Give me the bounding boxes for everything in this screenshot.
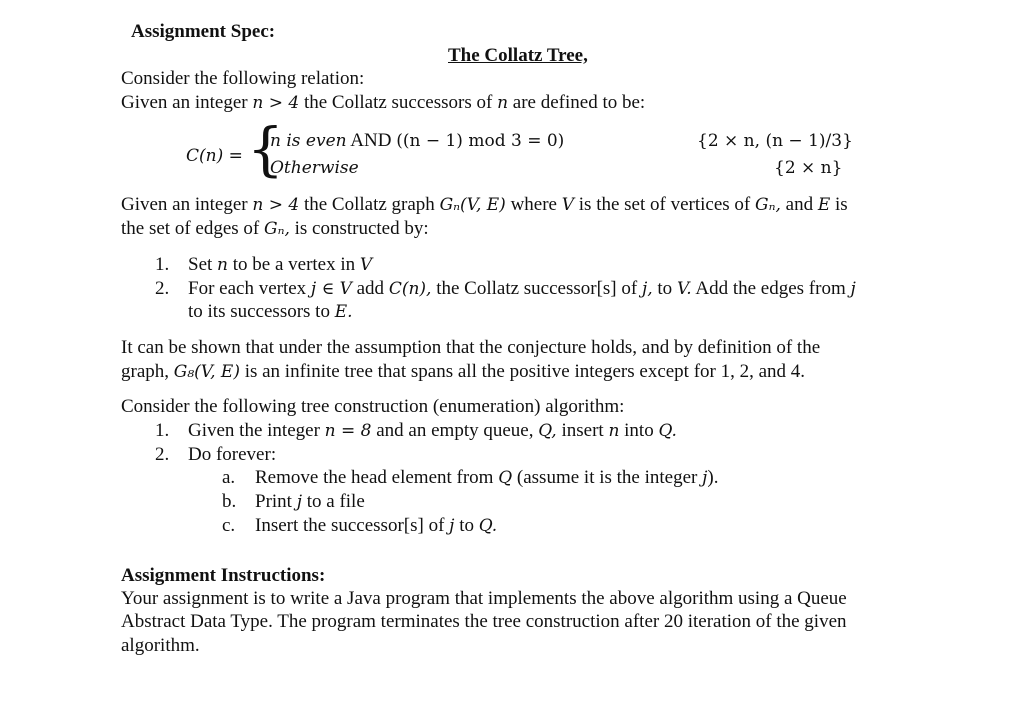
formula-lhs-text: C(n) = <box>186 146 243 166</box>
list1-item2-cont <box>188 300 353 324</box>
sub-c <box>255 514 497 538</box>
sub-a <box>255 466 718 490</box>
p2-line1 <box>121 193 848 217</box>
text: and an empty queue, <box>371 420 539 441</box>
formula-result1: {2 × n, (n − 1)/3} <box>697 131 853 151</box>
text: to <box>652 278 677 299</box>
text: is <box>830 194 848 215</box>
text: the Collatz successor[s] of <box>431 278 642 299</box>
math: Gₙ, <box>263 219 290 239</box>
text: Add the edges from <box>691 278 851 299</box>
text: Set <box>188 254 218 275</box>
sub-c-num: c. <box>222 515 236 536</box>
math: Q. <box>658 421 677 441</box>
text: the set of edges of <box>121 218 264 239</box>
text: to <box>454 515 479 536</box>
list2-item2: Do forever: <box>188 444 277 465</box>
text: to its successors to <box>188 301 335 322</box>
text: into <box>619 420 659 441</box>
text: Remove the head element from <box>255 467 499 488</box>
math: n > 4 <box>252 195 300 215</box>
p3-line2 <box>121 360 805 384</box>
formula-case2: Otherwise <box>270 158 359 178</box>
text: Print <box>255 491 297 512</box>
math: j <box>702 468 708 488</box>
math-n-gt-4: n > 4 <box>252 93 300 113</box>
text: is constructed by: <box>289 218 429 239</box>
math: Gₙ(V, E) <box>439 195 506 215</box>
text: the Collatz successors of <box>299 92 498 113</box>
math: E. <box>334 302 353 322</box>
formula-lhs <box>186 144 243 168</box>
list1-item2 <box>188 277 856 301</box>
text: graph, <box>121 361 174 382</box>
math: G₈(V, E) <box>173 362 240 382</box>
left-brace: { <box>247 115 284 183</box>
math: n <box>217 255 228 275</box>
math: E <box>817 195 831 215</box>
text: is an infinite tree that spans all the positive integers except for 1, 2, and 4. <box>239 361 806 382</box>
math: V <box>561 195 575 215</box>
text: Given the integer <box>188 420 325 441</box>
math: Q, <box>538 421 557 441</box>
math: n <box>608 421 620 441</box>
math: j, <box>641 279 653 299</box>
text: to a file <box>301 491 365 512</box>
text: ). <box>707 467 719 488</box>
sub-a-num: a. <box>222 467 236 488</box>
p4-line1: Consider the following tree construction (enumeration) algorithm: <box>121 396 625 417</box>
list1-item1 <box>188 253 372 277</box>
formula-case1 <box>270 129 564 153</box>
math: Q. <box>478 516 498 536</box>
math: j <box>850 279 856 299</box>
list2-num1: 1. <box>155 420 170 441</box>
text: and <box>780 194 818 215</box>
case1-mod: ((n − 1) mod 3 = 0) <box>396 131 565 151</box>
math: j <box>296 492 302 512</box>
instructions-heading: Assignment Instructions: <box>121 565 326 586</box>
math: n = 8 <box>324 421 372 441</box>
math-n: n <box>497 93 509 113</box>
math: C(n), <box>388 279 432 299</box>
sub-b-num: b. <box>222 491 237 512</box>
text: add <box>351 278 389 299</box>
list1-num2: 2. <box>155 278 170 299</box>
text: are defined to be: <box>508 92 646 113</box>
math: V <box>359 255 373 275</box>
text: Given an integer <box>121 92 253 113</box>
case1-condition: n is even <box>270 131 347 151</box>
math: Q <box>498 468 513 488</box>
text: is the set of vertices of <box>574 194 756 215</box>
list2-item1 <box>188 419 677 443</box>
math: j <box>449 516 455 536</box>
text: Given an integer <box>121 194 253 215</box>
text: where <box>505 194 562 215</box>
p3-line1: It can be shown that under the assumption that the conjecture holds, and by definition of the <box>121 337 821 358</box>
instructions-line1: Your assignment is to write a Java program that implements the above algorithm using a Queue <box>121 588 847 609</box>
sub-b <box>255 490 365 514</box>
math: V. <box>676 279 692 299</box>
text: Insert the successor[s] of <box>255 515 450 536</box>
text: (assume it is the integer <box>512 467 703 488</box>
instructions-line3: algorithm. <box>121 635 200 656</box>
p1-line2 <box>121 91 645 115</box>
instructions-line2: Abstract Data Type. The program terminates the tree construction after 20 iteration of the given <box>121 611 847 632</box>
text: to be a vertex in <box>227 254 360 275</box>
spec-heading: Assignment Spec: <box>131 21 276 42</box>
text: the Collatz graph <box>299 194 440 215</box>
page-title: The Collatz Tree, <box>448 45 588 66</box>
list2-num2: 2. <box>155 444 170 465</box>
case1-and: AND <box>346 130 397 151</box>
p1-line1: Consider the following relation: <box>121 68 365 89</box>
formula-result2: {2 × n} <box>774 158 843 178</box>
text: insert <box>556 420 609 441</box>
text: For each vertex <box>188 278 311 299</box>
math: Gₙ, <box>755 195 781 215</box>
math: j ∈ V <box>310 279 352 299</box>
list1-num1: 1. <box>155 254 170 275</box>
p2-line2 <box>121 217 429 241</box>
